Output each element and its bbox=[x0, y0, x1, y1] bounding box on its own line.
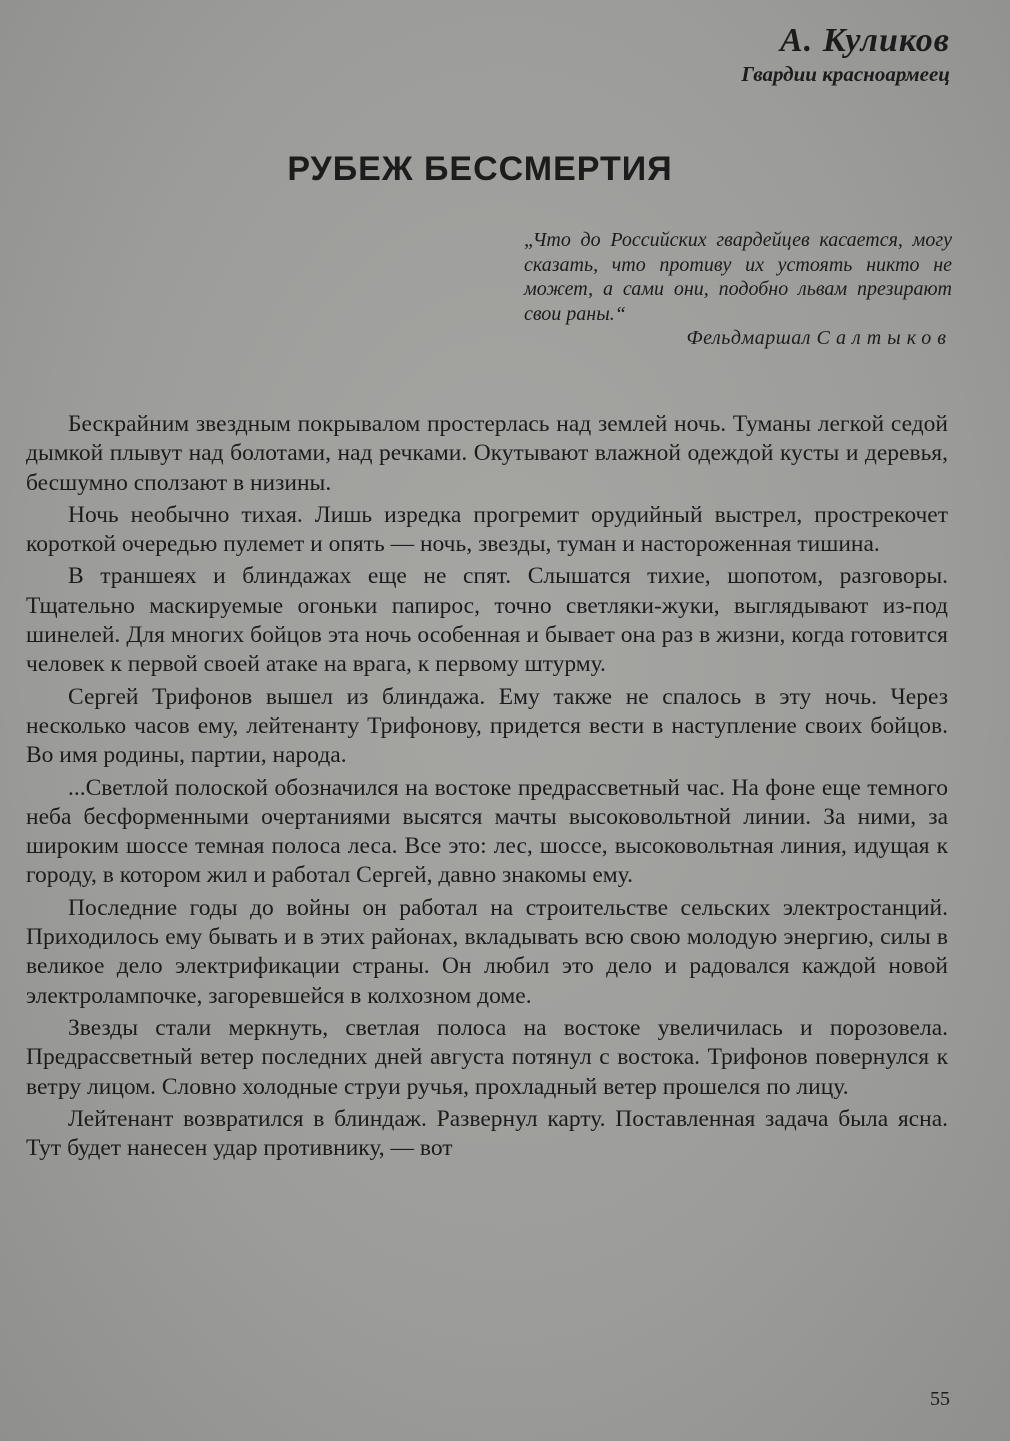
article-body bbox=[26, 410, 948, 1166]
paragraph: Ночь необычно тихая. Лишь изредка прогремит орудийный выстрел, прострекочет короткой очередью пулемет и опять — ночь, звезды, туман и настороженная тишина. bbox=[26, 501, 948, 558]
paragraph: Сергей Трифонов вышел из блиндажа. Ему также не спалось в эту ночь. Через несколько часов ему, лейтенанту Трифонову, придется вести в наступление своих бойцов. Во имя родины, партии, народа. bbox=[26, 683, 948, 769]
paragraph: В траншеях и блиндажах еще не спят. Слышатся тихие, шопотом, разговоры. Тщательно маскируемые огоньки папирос, точно светляки-жуки, выглядывают из-под шинелей. Для многих бойцов эта ночь особенная и бывает она раз в жизни, когда готовится человек к первой своей атаке на врага, к первому штурму. bbox=[26, 563, 948, 678]
paragraph: ...Светлой полоской обозначился на востоке предрассветный час. На фоне еще темного неба бесформенными очертаниями высятся мачты высоковольтной линии. За ними, за широким шоссе темная полоса леса. Все это: лес, шоссе, высоковольтная линия, идущая к городу, в котором жил и работал Сергей, давно знакомы ему. bbox=[26, 774, 948, 889]
paragraph: Последние годы до войны он работал на строительстве сельских электростанций. Приходилось ему бывать и в этих районах, вкладывать всю свою молодую энергию, силы в великое дело электрификации страны. Он любил это дело и радовался каждой новой электролампочке, загоревшейся в колхозном доме. bbox=[26, 894, 948, 1009]
author-rank: Гвардии красноармеец bbox=[741, 62, 950, 86]
paragraph: Бескрайним звездным покрывалом простерлась над землей ночь. Туманы легкой седой дымкой плывут над болотами, над речками. Окутывают влажной одеждой кусты и деревья, бесшумно сползают в низины. bbox=[26, 411, 948, 496]
epigraph-source-prefix: Фельдмаршал bbox=[686, 327, 812, 349]
author-name: А. Куликов bbox=[780, 22, 950, 59]
article-title: РУБЕЖ БЕССМЕРТИЯ bbox=[287, 150, 673, 188]
epigraph-text: „Что до Российских гвардейцев касается, могу сказать, что противу их устоять никто не может, а сами они, подобно львам презирают свои раны.“ bbox=[524, 229, 952, 325]
epigraph-source-name: Салтыков bbox=[816, 327, 952, 349]
paragraph: Лейтенант возвратился в блиндаж. Развернул карту. Поставленная задача была ясна. Тут будет нанесен удар противнику, — вот bbox=[26, 1105, 948, 1162]
epigraph bbox=[524, 228, 952, 351]
page-number: 55 bbox=[930, 1388, 950, 1410]
paragraph: Звезды стали меркнуть, светлая полоса на востоке увеличилась и порозовела. Предрассветный ветер последних дней августа потянул с востока. Трифонов повернулся к ветру лицом. Словно холодные струи ручья, прохладный ветер прошелся по лицу. bbox=[26, 1014, 948, 1100]
epigraph-source bbox=[524, 326, 952, 351]
author-block bbox=[741, 22, 950, 87]
